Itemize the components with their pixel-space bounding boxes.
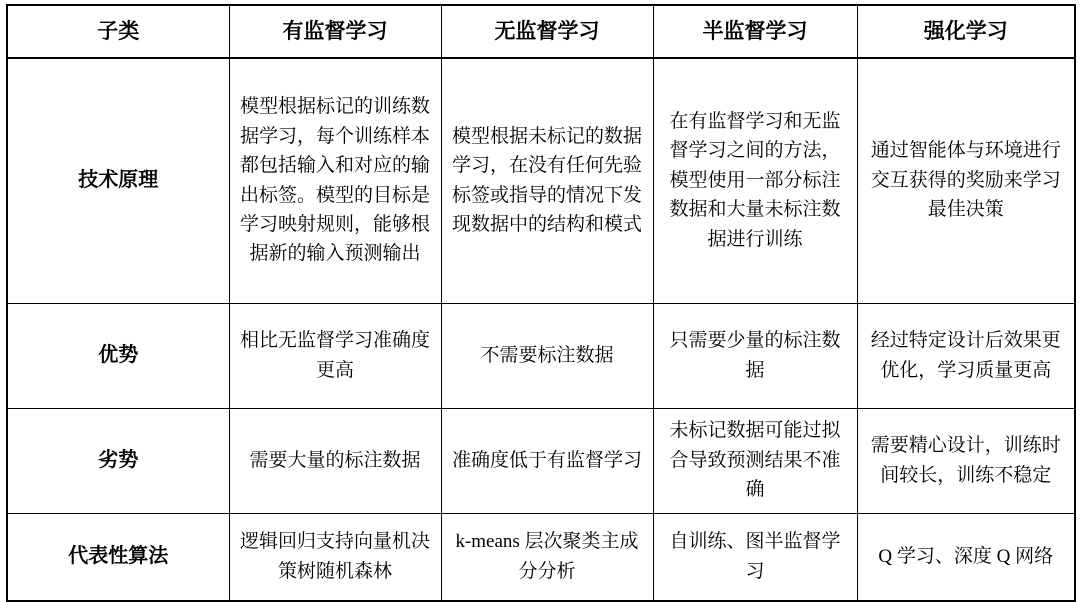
cell-text: 在有监督学习和无监督学习之间的方法，模型使用一部分标注数据和大量未标注数据进行训练 — [669, 110, 841, 250]
cell-text: 自训练、图半监督学习 — [669, 531, 841, 582]
cell-algorithms-supervised — [229, 513, 441, 601]
cell-text: 模型根据未标记的数据学习，在没有任何先验标签或指导的情况下发现数据中的结构和模式 — [451, 125, 642, 235]
row-header-principle: 技术原理 — [7, 58, 229, 304]
cell-disadvantages-unsupervised — [441, 408, 653, 513]
cell-text: Q 学习、深度 Q 网络 — [878, 545, 1054, 567]
column-header-category: 子类 — [7, 5, 229, 58]
cell-text: 需要精心设计，训练时间较长，训练不稳定 — [870, 435, 1061, 486]
cell-advantages-supervised — [229, 303, 441, 408]
cell-algorithms-semi-supervised — [653, 513, 857, 601]
cell-disadvantages-supervised — [229, 408, 441, 513]
cell-advantages-unsupervised — [441, 303, 653, 408]
table-row — [7, 303, 1075, 408]
cell-text: 不需要标注数据 — [480, 344, 614, 366]
cell-principle-supervised — [229, 58, 441, 304]
cell-principle-unsupervised — [441, 58, 653, 304]
table-body — [7, 58, 1075, 601]
cell-text: 需要大量的标注数据 — [249, 449, 421, 471]
comparison-table — [6, 4, 1076, 602]
cell-text: 只需要少量的标注数据 — [669, 330, 841, 381]
column-header-reinforcement: 强化学习 — [857, 5, 1075, 58]
cell-algorithms-unsupervised — [441, 513, 653, 601]
cell-advantages-reinforcement — [857, 303, 1075, 408]
cell-principle-semi-supervised — [653, 58, 857, 304]
column-header-semi-supervised: 半监督学习 — [653, 5, 857, 58]
column-header-supervised: 有监督学习 — [229, 5, 441, 58]
table-header — [7, 5, 1075, 58]
table-row — [7, 58, 1075, 304]
cell-text: k-means 层次聚类主成分分析 — [455, 531, 639, 582]
cell-text: 未标记数据可能过拟合导致预测结果不准确 — [669, 420, 841, 501]
table-header-row — [7, 5, 1075, 58]
cell-principle-reinforcement — [857, 58, 1075, 304]
row-header-disadvantages: 劣势 — [7, 408, 229, 513]
table-row — [7, 513, 1075, 601]
cell-disadvantages-semi-supervised — [653, 408, 857, 513]
cell-text: 通过智能体与环境进行交互获得的奖励来学习最佳决策 — [870, 140, 1061, 221]
row-header-advantages: 优势 — [7, 303, 229, 408]
cell-text: 模型根据标记的训练数据学习，每个训练样本都包括输入和对应的输出标签。模型的目标是学习映射规则，能够根据新的输入预测输出 — [239, 96, 430, 265]
cell-algorithms-reinforcement — [857, 513, 1075, 601]
cell-text: 准确度低于有监督学习 — [451, 449, 642, 471]
cell-advantages-semi-supervised — [653, 303, 857, 408]
cell-disadvantages-reinforcement — [857, 408, 1075, 513]
cell-text: 经过特定设计后效果更优化，学习质量更高 — [870, 330, 1061, 381]
row-header-algorithms: 代表性算法 — [7, 513, 229, 601]
column-header-unsupervised: 无监督学习 — [441, 5, 653, 58]
cell-text: 逻辑回归支持向量机决策树随机森林 — [239, 531, 430, 582]
cell-text: 相比无监督学习准确度更高 — [239, 330, 430, 381]
table-row — [7, 408, 1075, 513]
